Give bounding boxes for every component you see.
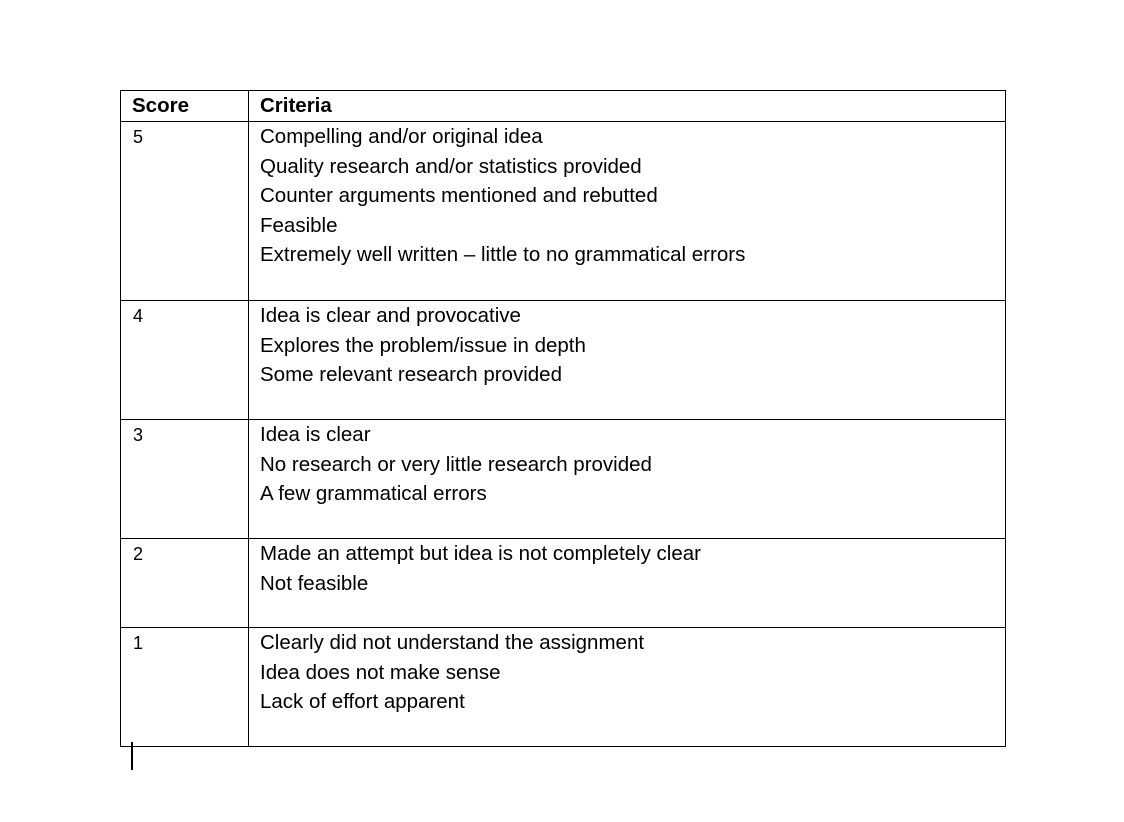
criteria-cell <box>249 122 1006 301</box>
table-row <box>121 301 1006 420</box>
criteria-line: Feasible <box>260 213 338 237</box>
table-row <box>121 420 1006 539</box>
criteria-line: No research or very little research provided <box>260 452 652 476</box>
table-row <box>121 122 1006 301</box>
rubric-table <box>120 90 1006 747</box>
score-header: Score <box>121 91 249 122</box>
text-cursor[interactable] <box>131 742 133 770</box>
criteria-cell <box>249 301 1006 420</box>
criteria-line: A few grammatical errors <box>260 482 487 505</box>
table-row <box>121 539 1006 628</box>
criteria-line: Not feasible <box>260 571 369 595</box>
criteria-header: Criteria <box>249 91 1006 122</box>
score-cell: 4 <box>121 301 249 420</box>
table-row <box>121 628 1006 747</box>
criteria-line: Quality research and/or statistics provided <box>260 154 642 178</box>
criteria-line: Some relevant research provided <box>260 363 562 386</box>
criteria-cell <box>249 420 1006 539</box>
criteria-line: Idea does not make sense <box>260 660 501 684</box>
criteria-cell <box>249 539 1006 628</box>
criteria-line: Idea is clear and provocative <box>260 304 521 327</box>
score-cell: 3 <box>121 420 249 539</box>
criteria-line: Counter arguments mentioned and rebutted <box>260 184 658 207</box>
criteria-line: Explores the problem/issue in depth <box>260 333 586 357</box>
criteria-line: Idea is clear <box>260 423 371 446</box>
criteria-line: Clearly did not understand the assignment <box>260 631 645 654</box>
score-cell: 2 <box>121 539 249 628</box>
criteria-line: Lack of effort apparent <box>260 690 465 713</box>
score-cell: 1 <box>121 628 249 747</box>
score-cell: 5 <box>121 122 249 301</box>
criteria-cell <box>249 628 1006 747</box>
criteria-line: Compelling and/or original idea <box>260 125 543 148</box>
criteria-line: Made an attempt but idea is not completely clear <box>260 542 701 565</box>
criteria-line: Extremely well written – little to no grammatical errors <box>260 243 746 266</box>
header-row <box>121 91 1006 122</box>
